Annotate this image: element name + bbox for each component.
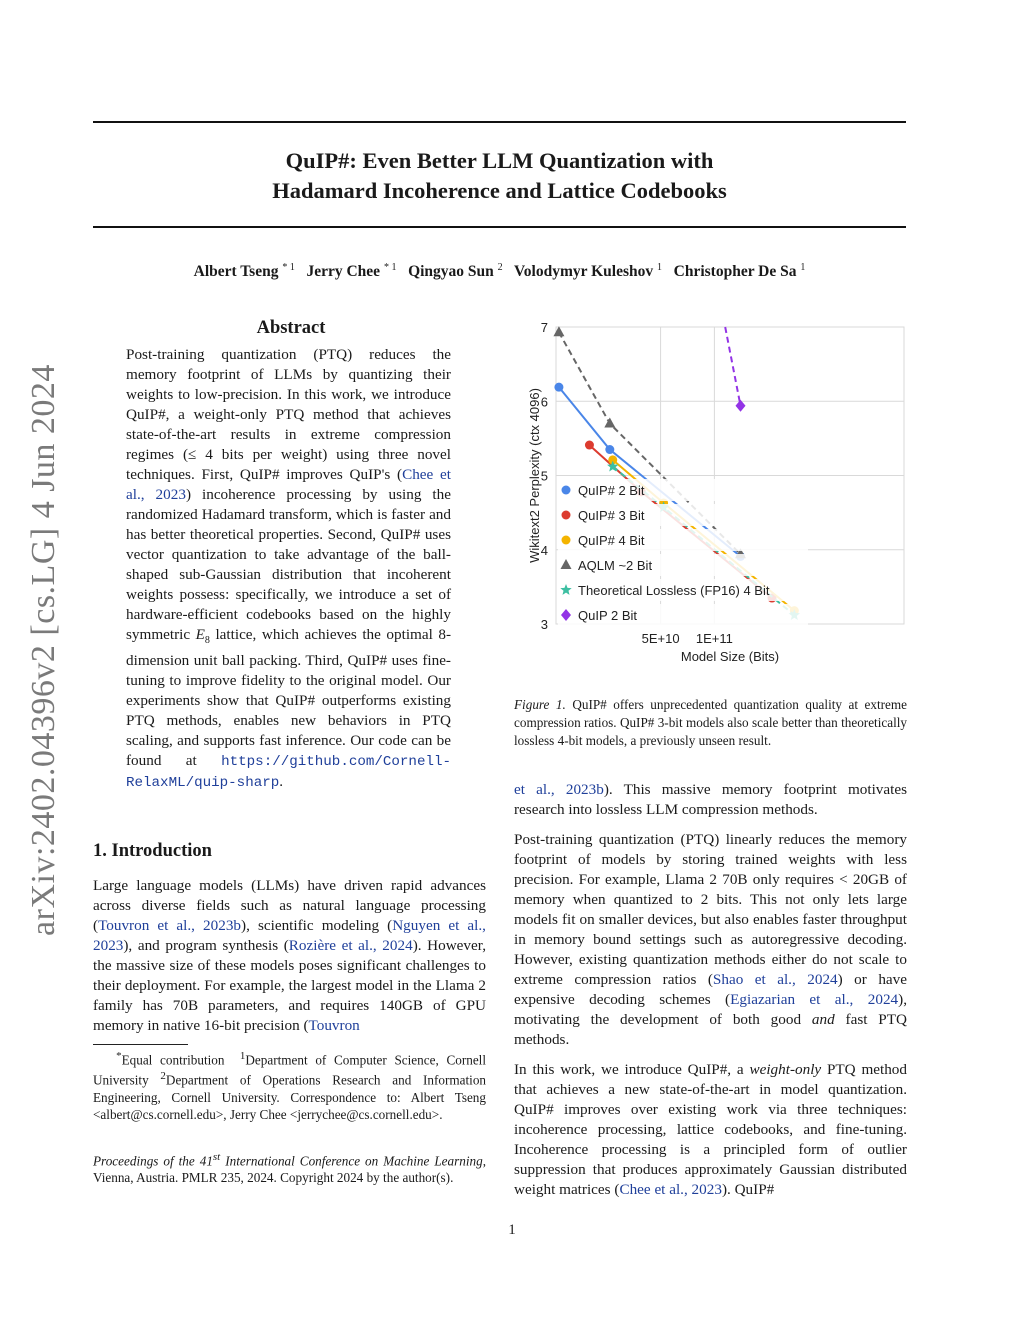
citation-link[interactable]: et al., 2023b [514, 781, 604, 798]
legend-label: QuIP 2 Bit [578, 608, 638, 623]
y-tick-label: 5 [540, 468, 548, 484]
citation-link[interactable]: Chee et al., 2023 [126, 466, 451, 503]
y-tick-label: 3 [540, 617, 548, 632]
page-number: 1 [508, 1222, 516, 1238]
y-tick-label: 6 [540, 394, 548, 410]
legend-item [558, 579, 808, 601]
data-point [604, 418, 615, 428]
citation-link[interactable]: Touvron et al., 2023b [98, 917, 242, 934]
figure-caption: Figure 1. QuIP# offers unprecedented quantization quality at extreme compression ratios. QuIP# 3-bit models also scale better than theoretically lossless 4-bit models, a previously unseen result. [514, 697, 907, 748]
citation-link[interactable]: Touvron [308, 1017, 360, 1034]
data-point [562, 511, 571, 520]
legend-item [558, 504, 808, 526]
data-point [585, 441, 594, 450]
legend-item [558, 479, 808, 501]
right-column-body: et al., 2023b). This massive memory footprint motivates research into lossless LLM compression methods. Post-training quantization (PTQ) linearly reduces the memory footprint of models by storing trained weights with less precision. For example, Llama 2 70B only requires < 20GB of memory when quantized to 2 bits. This not only lets large models fit on smaller devices, but also enables faster throughput in memory bound settings such as autoregressive decoding. However, existing quantization methods either do not scale to extreme compression ratios (Shao et al., 2024) or have expensive decoding schemes (Egiazarian et al., 2024), motivating the development of both good and fast PTQ methods. In this work, we introduce QuIP#, a weight-only PTQ method that achieves a new state-of-the-art in model quantization. QuIP# improves over existing work via three techniques: incoherence processing, lattice codebooks, and fine-tuning. Incoherence processing is a principled form of outlier suppression that produces approximately Gaussian distributed weight matrices (Chee et al., 2023). QuIP# [514, 781, 907, 1198]
data-point [605, 445, 614, 454]
arxiv-stamp: arXiv:2402.04396v2 [cs.LG] 4 Jun 2024 [25, 364, 62, 936]
x-tick-label: 5E+10 [641, 631, 680, 646]
y-tick-label: 7 [540, 320, 548, 335]
x-tick-label: 1E+11 [695, 631, 733, 646]
data-point [562, 536, 571, 545]
legend-label: QuIP# 4 Bit [578, 533, 645, 548]
legend-item [558, 529, 808, 551]
legend-label: Theoretical Lossless (FP16) 4 Bit [578, 583, 770, 598]
legend-item [558, 604, 808, 626]
author: Christopher De Sa $^1$ [673, 262, 806, 281]
affiliation-footnote: *Equal contribution $^1$Department of Computer Science, Cornell University $^2$Department of Operations Research and Information Engineering, Cornell University. Correspondence to: Albert Tseng <albert@cs.cornell.edu>, Jerry Chee <jerrychee@cs.cornell.edu>. [93, 1050, 487, 1122]
paper-title [93, 146, 906, 206]
series-quip-2-bit [725, 327, 745, 412]
abstract-body: Post-training quantization (PTQ) reduces the memory footprint of LLMs by quantizing their weights to low-precision. In this work, we introduce QuIP#, a weight-only PTQ method that achieves state-of-the-art results in extreme compression regimes (≤ 4 bits per weight) using three novel techniques. First, QuIP# improves QuIP's (Chee et al., 2023) incoherence processing by using the randomized Hadamard transform, which is faster and has better theoretical properties. Second, QuIP# uses vector quantization to take advantage of the ball-shaped sub-Gaussian distribution that incoherent weights possess: specifically, we introduce a set of hardware-efficient codebooks based on the highly symmetric $E_8$ lattice, which achieves the optimal 8-dimension unit ball packing. Third, QuIP# uses fine-tuning to improve fidelity to the original model. Our experiments show that QuIP# outperforms existing PTQ methods, enables new behaviors in PTQ scaling, and supports fast inference. Our code can be found at https://github.com/Cornell-RelaxML/quip-sharp. [126, 346, 451, 792]
citation-link[interactable]: Chee et al., 2023 [619, 1181, 722, 1198]
citation-link[interactable]: Nguyen et al., 2023 [93, 917, 486, 954]
citation-link[interactable]: Shao et al., 2024 [712, 971, 838, 988]
code-url-link[interactable]: https://github.com/Cornell-RelaxML/quip-sharp [126, 754, 451, 792]
y-axis-label: Wikitext2 Perplexity (ctx 4096) [527, 388, 542, 563]
introduction-body: Large language models (LLMs) have driven rapid advances across diverse fields such as natural language processing (Touvron et al., 2023b), scientific modeling (Nguyen et al., 2023), and program synthesis (Rozière et al., 2024). However, the massive size of these models poses significant challenges to their deployment. For example, the largest model in the Llama 2 family has 70B parameters, and requires 140GB of GPU memory in native 16-bit precision (Touvron [93, 877, 486, 1034]
data-point [553, 326, 564, 336]
legend-label: AQLM ~2 Bit [578, 558, 653, 573]
legend-label: QuIP# 3 Bit [578, 508, 645, 523]
legend-label: QuIP# 2 Bit [578, 483, 645, 498]
citation-link[interactable]: Rozière et al., 2024 [288, 937, 413, 954]
author: Qingyao Sun $^2$ [408, 262, 503, 281]
author: Jerry Chee $^{* 1}$ [306, 262, 397, 281]
perplexity-chart [514, 312, 914, 672]
abstract-heading: Abstract [256, 318, 326, 338]
x-axis-label: Model Size (Bits) [680, 649, 780, 664]
data-point [554, 383, 563, 392]
data-point [562, 486, 571, 495]
proceedings-footnote: Proceedings of the 41st International Conference on Machine Learning, Vienna, Austria. PMLR 235, 2024. Copyright 2024 by the author(s). [93, 1151, 486, 1186]
title-line-2: Hadamard Incoherence and Lattice Codebooks [272, 178, 727, 203]
series-line [725, 327, 740, 406]
title-line-1: QuIP#: Even Better LLM Quantization with [285, 148, 714, 173]
citation-link[interactable]: Egiazarian et al., 2024 [730, 991, 899, 1008]
footnote-rule [93, 1044, 188, 1045]
introduction-heading: 1. Introduction [93, 841, 212, 861]
y-tick-label: 4 [540, 542, 548, 558]
top-rule [93, 121, 906, 123]
author: Albert Tseng $^{* 1}$ [193, 262, 295, 281]
legend-item [558, 554, 808, 576]
author: Volodymyr Kuleshov $^1$ [514, 262, 663, 281]
title-bottom-rule [93, 226, 906, 228]
chart-legend [558, 479, 808, 626]
figure-label: Figure 1. [514, 697, 566, 712]
author-list [93, 262, 906, 281]
